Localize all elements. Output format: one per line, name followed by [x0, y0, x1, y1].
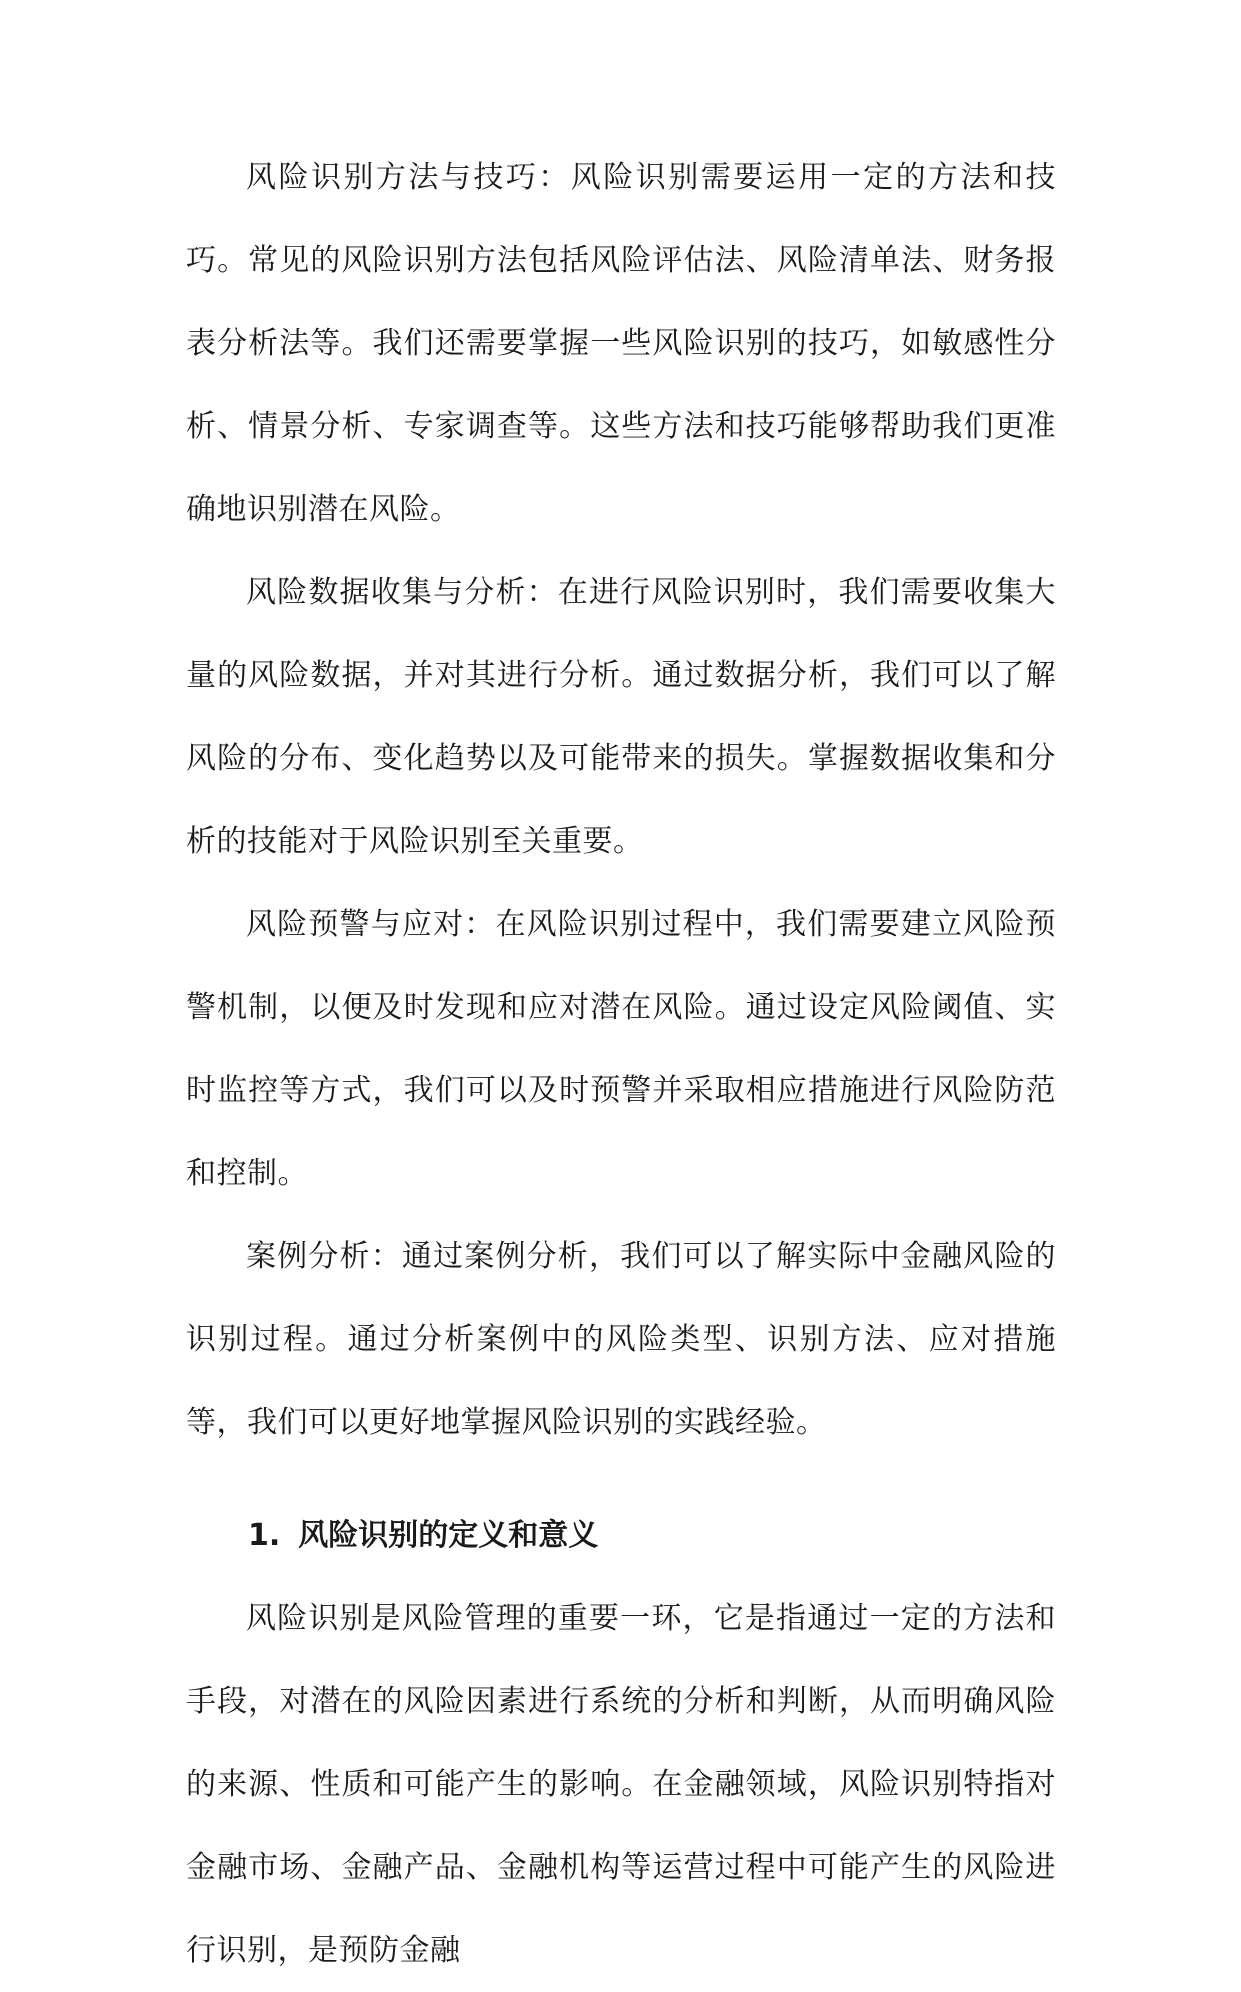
paragraph-risk-data-collection: 风险数据收集与分析：在进行风险识别时，我们需要收集大量的风险数据，并对其进行分析。通过数据分析，我们可以了解风险的分布、变化趋势以及可能带来的损失。掌握数据收集和分析的技能对于风险识别至关重要。: [186, 575, 1056, 859]
document-body: [186, 136, 1056, 1992]
paragraph-case-analysis: 案例分析：通过案例分析，我们可以了解实际中金融风险的识别过程。通过分析案例中的风险类型、识别方法、应对措施等，我们可以更好地掌握风险识别的实践经验。: [186, 1239, 1056, 1440]
paragraph-risk-identification-methods: 风险识别方法与技巧：风险识别需要运用一定的方法和技巧。常见的风险识别方法包括风险评估法、风险清单法、财务报表分析法等。我们还需要掌握一些风险识别的技巧，如敏感性分析、情景分析、专家调查等。这些方法和技巧能够帮助我们更准确地识别潜在风险。: [186, 160, 1056, 527]
section-title: 风险识别的定义和意义: [298, 1518, 599, 1553]
paragraph-risk-identification-definition: 风险识别是风险管理的重要一环，它是指通过一定的方法和手段，对潜在的风险因素进行系统的分析和判断，从而明确风险的来源、性质和可能产生的影响。在金融领域，风险识别特指对金融市场、金融产品、金融机构等运营过程中可能产生的风险进行识别，是预防金融: [186, 1601, 1056, 1968]
paragraph-risk-warning-response: 风险预警与应对：在风险识别过程中，我们需要建立风险预警机制，以便及时发现和应对潜在风险。通过设定风险阈值、实时监控等方式，我们可以及时预警并采取相应措施进行风险防范和控制。: [186, 907, 1056, 1191]
section-number: 1.: [248, 1518, 281, 1553]
section-heading: [186, 1494, 1056, 1577]
